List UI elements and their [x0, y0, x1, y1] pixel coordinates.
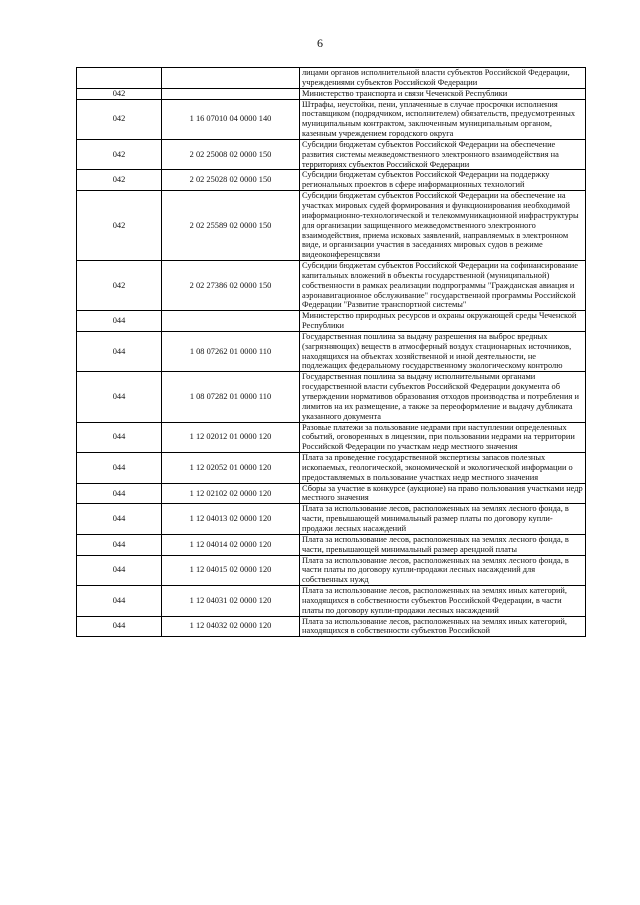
- revenue-code-cell: 2 02 25008 02 0000 150: [162, 139, 300, 170]
- revenue-code-cell: [162, 68, 300, 89]
- admin-code-cell: 044: [77, 586, 162, 617]
- revenue-code-cell: 1 12 02012 01 0000 120: [162, 422, 300, 453]
- admin-code-cell: 044: [77, 555, 162, 586]
- table-row: [77, 483, 586, 504]
- admin-code-cell: 044: [77, 504, 162, 535]
- admin-code-cell: 044: [77, 372, 162, 422]
- admin-code-cell: 044: [77, 422, 162, 453]
- description-cell: Министерство природных ресурсов и охраны окружающей среды Чеченской Республики: [300, 311, 586, 332]
- revenue-code-cell: 1 12 02052 01 0000 120: [162, 453, 300, 484]
- description-cell: Штрафы, неустойки, пени, уплаченные в случае просрочки исполнения поставщиком (подрядчиком, исполнителем) обязательств, предусмотренных муниципальным контрактом, заключенным муниципальным органом, казенным учреждением городского округа: [300, 99, 586, 139]
- description-cell: Субсидии бюджетам субъектов Российской Федерации на софинансирование капитальных вложений в объекты государственной (муниципальной) собственности в рамках реализации подпрограммы "Гражданская авиация и аэронавигационное обслуживание" государственной программы Российской Федерации "Развитие транспортной системы": [300, 261, 586, 311]
- description-cell: Субсидии бюджетам субъектов Российской Федерации на обеспечение на участках мировых судей формирования и функционирования необходимой информационно-технологической и телекоммуникационной инфраструктуры для организации защищенного межведомственного электронного взаимодействия, приема исковых заявлений, направляемых в электронном виде, и организации участия в заседаниях мировых судов в режиме видеоконференцсвязи: [300, 191, 586, 261]
- table-row: [77, 261, 586, 311]
- revenue-code-cell: 1 08 07282 01 0000 110: [162, 372, 300, 422]
- admin-code-cell: [77, 68, 162, 89]
- description-cell: Сборы за участие в конкурсе (аукционе) на право пользования участками недр местного значения: [300, 483, 586, 504]
- revenue-code-cell: [162, 311, 300, 332]
- table-row: [77, 555, 586, 586]
- revenue-code-cell: 1 12 04031 02 0000 120: [162, 586, 300, 617]
- table-row: [77, 191, 586, 261]
- table-row: [77, 68, 586, 89]
- admin-code-cell: 044: [77, 616, 162, 637]
- table-row: [77, 504, 586, 535]
- admin-code-cell: 044: [77, 534, 162, 555]
- revenue-code-cell: [162, 88, 300, 99]
- admin-code-cell: 042: [77, 170, 162, 191]
- table-row: [77, 534, 586, 555]
- admin-code-cell: 042: [77, 191, 162, 261]
- admin-code-cell: 044: [77, 483, 162, 504]
- admin-code-cell: 042: [77, 139, 162, 170]
- revenue-code-cell: 1 08 07262 01 0000 110: [162, 331, 300, 371]
- table-row: [77, 170, 586, 191]
- description-cell: Разовые платежи за пользование недрами при наступлении определенных событий, оговоренных в лицензии, при пользовании недрами на территории Российской Федерации по участкам недр местного значения: [300, 422, 586, 453]
- table-row: [77, 99, 586, 139]
- admin-code-cell: 042: [77, 99, 162, 139]
- budget-codes-table: [76, 67, 586, 637]
- revenue-code-cell: 2 02 25589 02 0000 150: [162, 191, 300, 261]
- page-number: 6: [317, 36, 323, 50]
- admin-code-cell: 042: [77, 261, 162, 311]
- revenue-code-cell: 1 12 04014 02 0000 120: [162, 534, 300, 555]
- revenue-code-cell: 2 02 25028 02 0000 150: [162, 170, 300, 191]
- revenue-code-cell: 1 12 04015 02 0000 120: [162, 555, 300, 586]
- description-cell: Плата за использование лесов, расположенных на землях лесного фонда, в части, превышающей минимальный размер платы по договору купли-продажи лесных насаждений: [300, 504, 586, 535]
- admin-code-cell: 044: [77, 453, 162, 484]
- table-row: [77, 88, 586, 99]
- admin-code-cell: 042: [77, 88, 162, 99]
- revenue-code-cell: 1 12 04013 02 0000 120: [162, 504, 300, 535]
- table-body: [77, 68, 586, 637]
- description-cell: лицами органов исполнительной власти субъектов Российской Федерации, учреждениями субъектов Российской Федерации: [300, 68, 586, 89]
- description-cell: Плата за использование лесов, расположенных на землях иных категорий, находящихся в собственности субъектов Российской Федерации, в части платы по договору купли-продажи лесных насаждений: [300, 586, 586, 617]
- description-cell: Министерство транспорта и связи Чеченской Республики: [300, 88, 586, 99]
- revenue-code-cell: 1 16 07010 04 0000 140: [162, 99, 300, 139]
- table-row: [77, 422, 586, 453]
- admin-code-cell: 044: [77, 311, 162, 332]
- description-cell: Государственная пошлина за выдачу разрешения на выброс вредных (загрязняющих) веществ в атмосферный воздух стационарных источников, находящихся на объектах хозяйственной и иной деятельности, не подлежащих федеральному государственному экологическому контролю: [300, 331, 586, 371]
- description-cell: Государственная пошлина за выдачу исполнительными органами государственной власти субъектов Российской Федерации документа об утверждении нормативов образования отходов производства и потребления и лимитов на их размещение, а также за переоформление и выдачу дубликата указанного документа: [300, 372, 586, 422]
- table-row: [77, 139, 586, 170]
- description-cell: Плата за использование лесов, расположенных на землях лесного фонда, в части, превышающей минимальный размер арендной платы: [300, 534, 586, 555]
- revenue-code-cell: 2 02 27386 02 0000 150: [162, 261, 300, 311]
- table-row: [77, 586, 586, 617]
- table-row: [77, 616, 586, 637]
- description-cell: Плата за использование лесов, расположенных на землях иных категорий, находящихся в собственности субъектов Российской: [300, 616, 586, 637]
- description-cell: Субсидии бюджетам субъектов Российской Федерации на обеспечение развития системы межведомственного электронного взаимодействия на территориях субъектов Российской Федерации: [300, 139, 586, 170]
- admin-code-cell: 044: [77, 331, 162, 371]
- table-row: [77, 331, 586, 371]
- table-row: [77, 453, 586, 484]
- table-row: [77, 372, 586, 422]
- description-cell: Субсидии бюджетам субъектов Российской Федерации на поддержку региональных проектов в сфере информационных технологий: [300, 170, 586, 191]
- description-cell: Плата за использование лесов, расположенных на землях лесного фонда, в части платы по договору купли-продажи лесных насаждений для собственных нужд: [300, 555, 586, 586]
- revenue-code-cell: 1 12 04032 02 0000 120: [162, 616, 300, 637]
- description-cell: Плата за проведение государственной экспертизы запасов полезных ископаемых, геологической, экономической и экологической информации о предоставляемых в пользование участках недр местного значения: [300, 453, 586, 484]
- table-row: [77, 311, 586, 332]
- revenue-code-cell: 1 12 02102 02 0000 120: [162, 483, 300, 504]
